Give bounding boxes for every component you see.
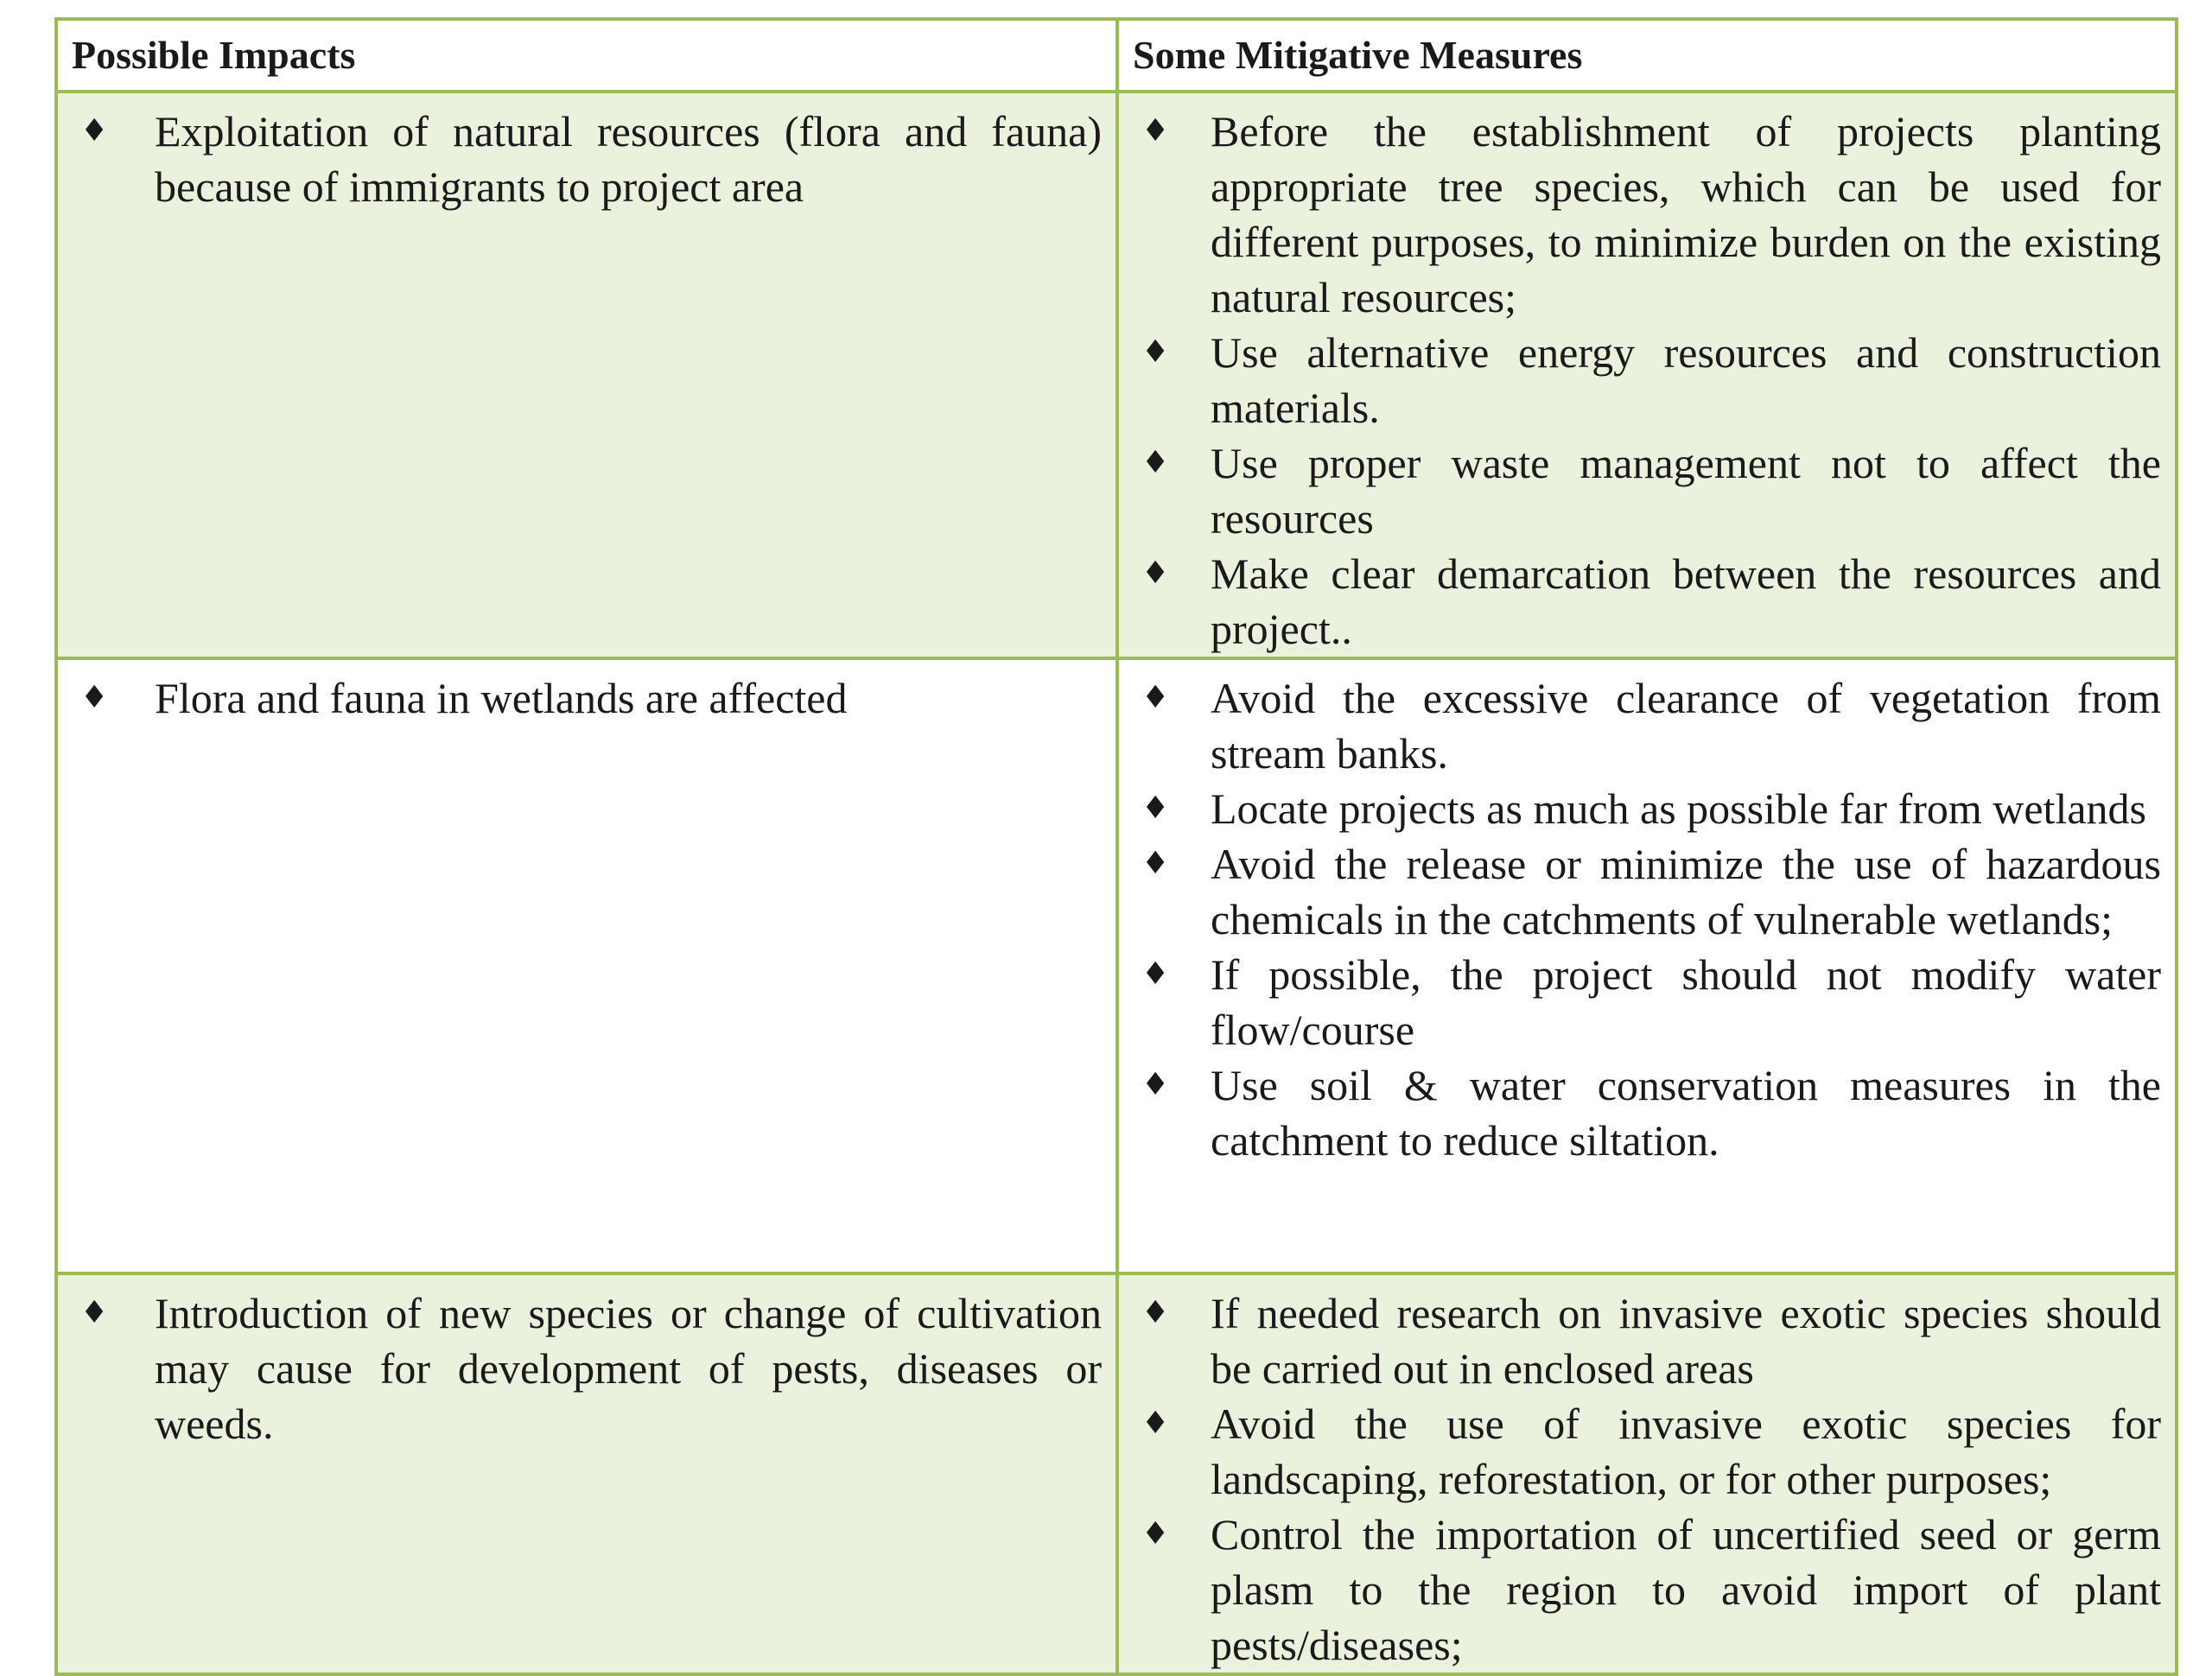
list-item xyxy=(1133,1286,2161,1396)
diamond-bullet-icon: ♦ xyxy=(1141,680,1170,715)
list-item xyxy=(1133,836,2161,947)
impacts-list xyxy=(58,1275,1116,1451)
list-item xyxy=(1133,1507,2161,1673)
diamond-bullet-icon: ♦ xyxy=(1141,334,1170,370)
diamond-bullet-icon: ♦ xyxy=(1141,113,1170,149)
list-item xyxy=(72,104,1102,214)
list-item xyxy=(1133,1396,2161,1507)
list-item xyxy=(1133,435,2161,546)
list-item xyxy=(1133,781,2161,836)
impact-text: Introduction of new species or change of cultivation may cause for development of pests, diseases or weeds. xyxy=(155,1289,1102,1448)
header-possible-impacts: Possible Impacts xyxy=(56,19,1117,92)
measure-text: If needed research on invasive exotic species should be carried out in enclosed areas xyxy=(1211,1289,2161,1393)
diamond-bullet-icon: ♦ xyxy=(1141,1516,1170,1552)
list-item xyxy=(1133,947,2161,1057)
diamond-bullet-icon: ♦ xyxy=(80,680,109,715)
measure-text: Locate projects as much as possible far from wetlands xyxy=(1211,784,2146,833)
measure-text: Use soil & water conservation measures in the catchment to reduce siltation. xyxy=(1211,1061,2161,1165)
diamond-bullet-icon: ♦ xyxy=(1141,1067,1170,1102)
impacts-cell xyxy=(56,1273,1117,1674)
measure-text: If possible, the project should not modify water flow/course xyxy=(1211,950,2161,1054)
diamond-bullet-icon: ♦ xyxy=(1141,956,1170,992)
impact-text: Flora and fauna in wetlands are affected xyxy=(155,674,848,722)
measure-text: Use proper waste management not to affect the resources xyxy=(1211,439,2161,543)
measures-list xyxy=(1119,660,2175,1168)
impacts-list xyxy=(58,93,1116,214)
list-item xyxy=(72,670,1102,726)
impacts-cell xyxy=(56,658,1117,1273)
diamond-bullet-icon: ♦ xyxy=(1141,846,1170,881)
diamond-bullet-icon: ♦ xyxy=(1141,445,1170,480)
table-header-row xyxy=(56,19,2177,92)
list-item xyxy=(1133,546,2161,657)
measures-list xyxy=(1119,93,2175,657)
table-row xyxy=(56,658,2177,1273)
impacts-list xyxy=(58,660,1116,726)
diamond-bullet-icon: ♦ xyxy=(1141,790,1170,826)
impacts-mitigation-table xyxy=(54,17,2178,1676)
measure-text: Control the importation of uncertified seed or germ plasm to the region to avoid import of plant pests/diseases; xyxy=(1211,1510,2161,1669)
impact-text: Exploitation of natural resources (flora and fauna) because of immigrants to project area xyxy=(155,107,1102,211)
measures-list xyxy=(1119,1275,2175,1673)
measure-text: Before the establishment of projects planting appropriate tree species, which can be used for different purposes, to minimize burden on the existing natural resources; xyxy=(1211,107,2161,321)
table-row xyxy=(56,92,2177,658)
measure-text: Avoid the release or minimize the use of hazardous chemicals in the catchments of vulnerable wetlands; xyxy=(1211,840,2161,943)
measure-text: Avoid the use of invasive exotic species for landscaping, reforestation, or for other purposes; xyxy=(1211,1400,2161,1503)
table-row xyxy=(56,1273,2177,1674)
diamond-bullet-icon: ♦ xyxy=(80,113,109,149)
list-item xyxy=(1133,104,2161,325)
diamond-bullet-icon: ♦ xyxy=(1141,1295,1170,1330)
list-item xyxy=(1133,1057,2161,1168)
measure-text: Make clear demarcation between the resources and project.. xyxy=(1211,549,2161,653)
list-item xyxy=(1133,670,2161,781)
measure-text: Avoid the excessive clearance of vegetation from stream banks. xyxy=(1211,674,2161,778)
diamond-bullet-icon: ♦ xyxy=(1141,1406,1170,1441)
impacts-cell xyxy=(56,92,1117,658)
header-mitigative-measures: Some Mitigative Measures xyxy=(1117,19,2177,92)
measures-cell xyxy=(1117,658,2177,1273)
list-item xyxy=(1133,325,2161,435)
measures-cell xyxy=(1117,92,2177,658)
diamond-bullet-icon: ♦ xyxy=(80,1295,109,1330)
diamond-bullet-icon: ♦ xyxy=(1141,555,1170,591)
list-item xyxy=(72,1286,1102,1451)
measures-cell xyxy=(1117,1273,2177,1674)
measure-text: Use alternative energy resources and construction materials. xyxy=(1211,328,2161,432)
